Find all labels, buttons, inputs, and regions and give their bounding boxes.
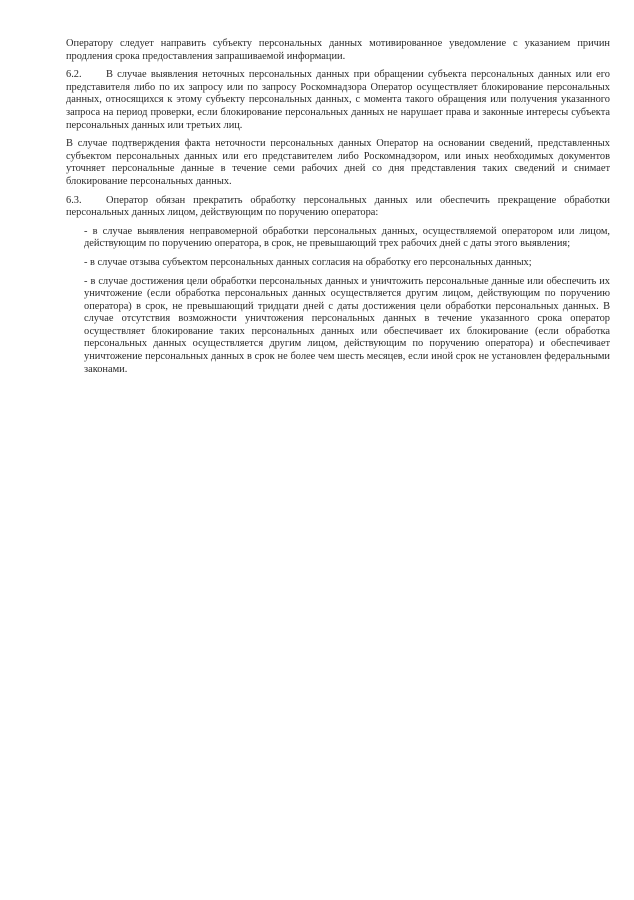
paragraph-text: В случае выявления неточных персональных данных при обращении субъекта персональных данных или его представителя либо по их запросу или по запросу Роскомнадзора Оператор осуществляет блокирование персональных данных, относящихся к этому субъекту персональных данных, с момента такого обращения или получения указанного запроса на период проверки, если блокирование персональных данных не нарушает права и законные интересы субъекта персональных данных или третьих лиц. [66,69,610,131]
clause-number: 6.2. [66,69,82,81]
paragraph-extension-notice [66,38,610,63]
paragraph-inaccuracy-confirmed [66,138,610,188]
paragraph-text: В случае подтверждения факта неточности персональных данных Оператор на основании сведений, представленных субъектом персональных данных или его представителем либо Роскомнадзором, или иных необходимых документов уточняет персональные данные в течение семи рабочих дней со дня представления таких сведений и снимает блокирование персональных данных. [66,138,610,187]
list-item-purpose-achieved: - в случае достижения цели обработки персональных данных и уничтожить персональные данные или обеспечить их уничтожение (если обработка персональных данных осуществляется другим лицом, действующим по поручению оператора) в срок, не превышающий тридцати дней с даты достижения цели обработки персональных данных. В случае отсутствия возможности уничтожения персональных данных в течение указанного срока оператор осуществляет блокирование таких персональных данных или обеспечивает их блокирование (если обработка персональных данных осуществляется другим лицом, действующим по поручению оператора) и обеспечивает уничтожение персональных данных в срок не более чем шесть месяцев, если иной срок не установлен федеральными законами. [84,275,610,375]
list-item-unlawful-processing: - в случае выявления неправомерной обработки персональных данных, осуществляемой оператором или лицом, действующим по поручению оператора, в срок, не превышающий трех рабочих дней с даты этого выявления; [84,225,610,250]
paragraph-text: Оператору следует направить субъекту персональных данных мотивированное уведомление с указанием причин продления срока предоставления запрашиваемой информации. [66,38,610,62]
paragraph-text: Оператор обязан прекратить обработку персональных данных или обеспечить прекращение обработки персональных данных лицом, действующим по поручению оператора: [66,194,610,219]
list-item-consent-withdrawal: - в случае отзыва субъектом персональных данных согласия на обработку его персональных данных; [84,256,532,268]
clause-6-3 [66,195,610,220]
document-body [66,38,610,382]
clause-6-2 [66,69,610,132]
clause-number: 6.3. [66,194,82,206]
